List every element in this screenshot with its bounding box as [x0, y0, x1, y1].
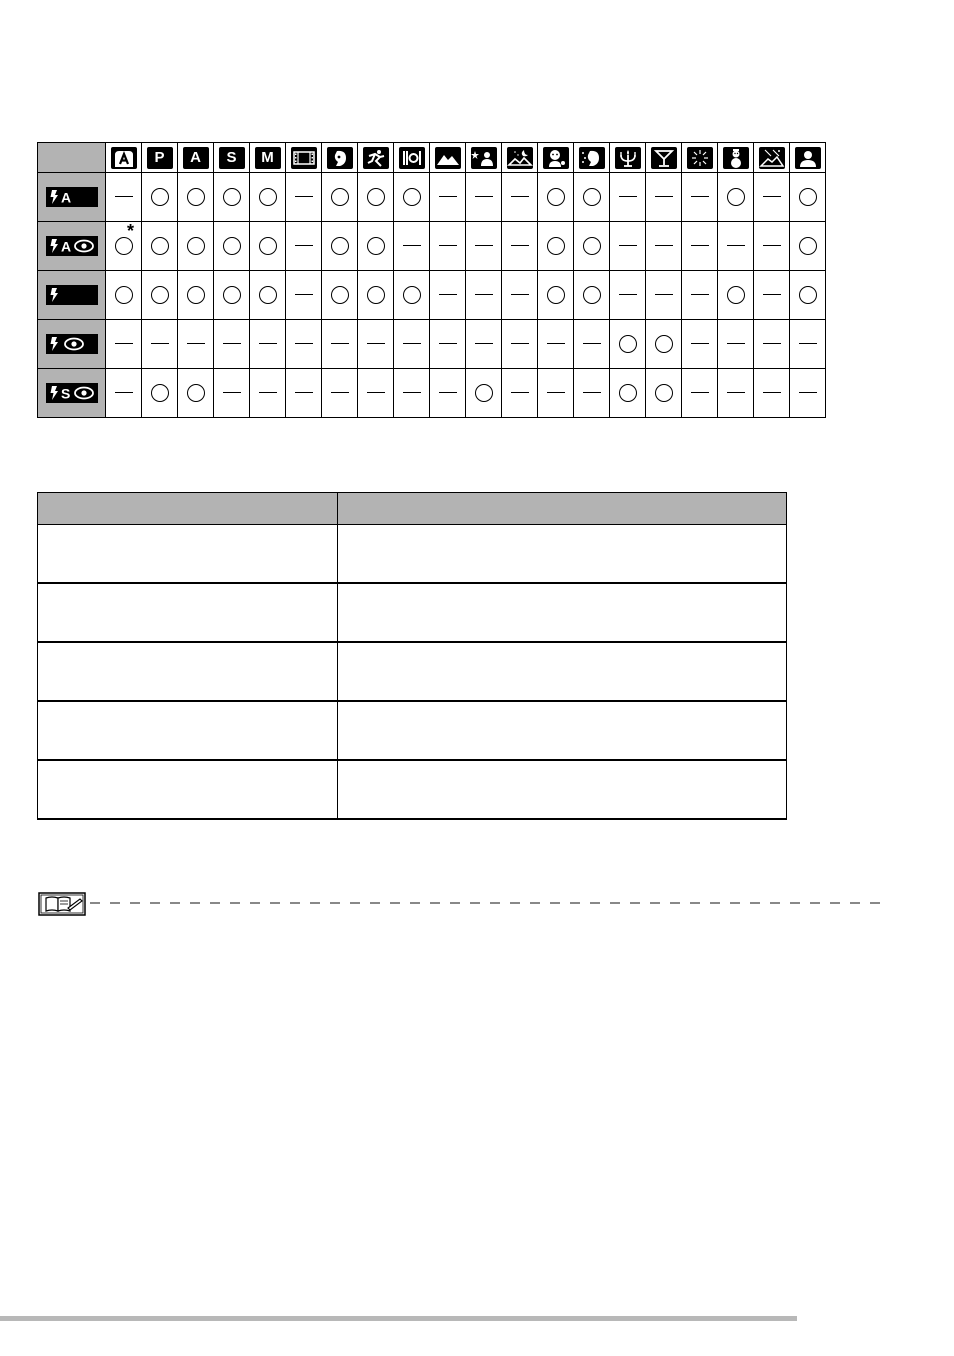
table-cell	[790, 271, 826, 320]
unavailable-dash-mark	[439, 343, 457, 344]
table-cell	[338, 701, 787, 760]
soft-skin-icon	[579, 147, 605, 169]
unavailable-dash-mark	[799, 343, 817, 344]
table-row	[38, 173, 826, 222]
shutter-priority-icon: S	[219, 147, 245, 169]
table-cell	[250, 173, 286, 222]
flash-auto-icon	[46, 187, 98, 207]
available-circle-mark	[223, 188, 241, 206]
table-cell	[286, 173, 322, 222]
unavailable-dash-mark	[295, 245, 313, 246]
scenery-icon	[435, 147, 461, 169]
available-circle-mark	[259, 188, 277, 206]
table-cell	[250, 369, 286, 418]
table-cell	[178, 369, 214, 418]
table-cell	[754, 173, 790, 222]
table-cell	[538, 222, 574, 271]
table-cell	[338, 760, 787, 819]
unavailable-dash-mark	[115, 392, 133, 393]
table-cell	[214, 320, 250, 369]
mode-header-11	[466, 143, 502, 173]
available-circle-mark	[187, 188, 205, 206]
table-cell	[430, 222, 466, 271]
table-cell	[790, 222, 826, 271]
table-cell	[106, 173, 142, 222]
table-cell	[538, 271, 574, 320]
table-cell	[574, 173, 610, 222]
table-corner	[38, 143, 106, 173]
available-circle-mark	[223, 237, 241, 255]
unavailable-dash-mark	[763, 245, 781, 246]
available-circle-mark	[151, 237, 169, 255]
table-cell	[754, 271, 790, 320]
baby-icon	[543, 147, 569, 169]
table-cell	[106, 271, 142, 320]
table-row	[38, 760, 787, 819]
table-row	[38, 642, 787, 701]
table-cell	[574, 222, 610, 271]
available-circle-mark	[223, 286, 241, 304]
table-cell	[338, 525, 787, 584]
table-cell	[466, 222, 502, 271]
table-cell	[610, 222, 646, 271]
unavailable-dash-mark	[259, 392, 277, 393]
table-cell	[214, 222, 250, 271]
table-cell	[322, 369, 358, 418]
table-cell	[538, 173, 574, 222]
table-cell	[394, 320, 430, 369]
available-circle-mark	[583, 237, 601, 255]
table-cell	[574, 369, 610, 418]
unavailable-dash-mark	[331, 392, 349, 393]
table-cell	[790, 369, 826, 418]
table-cell	[430, 369, 466, 418]
table-row	[38, 320, 826, 369]
table-row	[38, 583, 787, 642]
table-cell	[502, 320, 538, 369]
available-circle-mark	[151, 384, 169, 402]
sports-icon	[363, 147, 389, 169]
table-cell	[358, 369, 394, 418]
table-cell	[214, 173, 250, 222]
available-circle-mark	[619, 335, 637, 353]
intelligent-auto-icon	[111, 147, 137, 169]
flash-mode-row-header	[38, 173, 106, 222]
table-cell	[610, 271, 646, 320]
unavailable-dash-mark	[691, 196, 709, 197]
table-cell	[646, 320, 682, 369]
table-cell	[286, 320, 322, 369]
unavailable-dash-mark	[511, 392, 529, 393]
table-cell	[38, 583, 338, 642]
table-cell	[106, 369, 142, 418]
flash-mode-row-header	[38, 222, 106, 271]
available-circle-mark	[799, 188, 817, 206]
unavailable-dash-mark	[295, 196, 313, 197]
table-cell	[322, 222, 358, 271]
flash-compatibility-table	[37, 142, 826, 418]
food-icon	[399, 147, 425, 169]
available-circle-mark	[655, 384, 673, 402]
unavailable-dash-mark	[547, 392, 565, 393]
unavailable-dash-mark	[691, 392, 709, 393]
flash-slow-sync-red-eye-icon	[46, 383, 98, 403]
unavailable-dash-mark	[439, 245, 457, 246]
blank-header-col-1	[38, 493, 338, 525]
unavailable-dash-mark	[367, 343, 385, 344]
table-row	[38, 369, 826, 418]
unavailable-dash-mark	[511, 294, 529, 295]
snow-icon	[723, 147, 749, 169]
available-circle-mark	[187, 286, 205, 304]
table-cell	[250, 222, 286, 271]
candle-light-icon	[615, 147, 641, 169]
available-circle-mark	[259, 286, 277, 304]
program-ae-icon: P	[147, 147, 173, 169]
blank-table-header	[38, 493, 787, 525]
table-cell	[718, 369, 754, 418]
unavailable-dash-mark	[403, 343, 421, 344]
footer-bar	[0, 1316, 797, 1321]
table-cell	[430, 173, 466, 222]
blank-table	[37, 492, 787, 820]
mode-header-1	[106, 143, 142, 173]
table-cell	[682, 173, 718, 222]
available-circle-mark	[799, 286, 817, 304]
night-scenery-icon	[507, 147, 533, 169]
flash-forced-on-icon	[46, 285, 98, 305]
available-circle-mark	[619, 384, 637, 402]
mode-header-18	[718, 143, 754, 173]
available-circle-mark	[547, 237, 565, 255]
flash-mode-letter: S	[60, 385, 70, 402]
unavailable-dash-mark	[511, 343, 529, 344]
unavailable-dash-mark	[691, 294, 709, 295]
mode-header-6	[286, 143, 322, 173]
table-cell	[790, 173, 826, 222]
flash-table-body	[38, 173, 826, 418]
flash-mode-row-header	[38, 320, 106, 369]
table-cell	[646, 369, 682, 418]
table-cell	[754, 369, 790, 418]
unavailable-dash-mark	[151, 343, 169, 344]
table-cell	[106, 320, 142, 369]
available-circle-mark	[727, 188, 745, 206]
unavailable-dash-mark	[295, 294, 313, 295]
unavailable-dash-mark	[655, 196, 673, 197]
available-circle-mark	[403, 286, 421, 304]
unavailable-dash-mark	[583, 343, 601, 344]
table-cell	[338, 642, 787, 701]
table-cell	[178, 173, 214, 222]
table-cell	[502, 173, 538, 222]
party-icon	[651, 147, 677, 169]
self-portrait-icon	[795, 147, 821, 169]
mode-header-14	[574, 143, 610, 173]
unavailable-dash-mark	[439, 196, 457, 197]
table-cell	[394, 271, 430, 320]
unavailable-dash-mark	[619, 196, 637, 197]
table-cell	[322, 320, 358, 369]
table-cell	[38, 760, 338, 819]
table-cell	[538, 369, 574, 418]
available-circle-mark	[403, 188, 421, 206]
table-cell	[502, 369, 538, 418]
available-circle-mark	[151, 286, 169, 304]
table-cell	[358, 320, 394, 369]
table-cell	[718, 173, 754, 222]
mode-header-9	[394, 143, 430, 173]
table-cell	[394, 222, 430, 271]
unavailable-dash-mark	[475, 343, 493, 344]
table-cell	[574, 320, 610, 369]
mode-header-3	[178, 143, 214, 173]
table-cell	[250, 271, 286, 320]
unavailable-dash-mark	[763, 196, 781, 197]
unavailable-dash-mark	[331, 343, 349, 344]
table-row	[38, 525, 787, 584]
mode-header-7	[322, 143, 358, 173]
table-cell	[682, 320, 718, 369]
unavailable-dash-mark	[439, 392, 457, 393]
mode-header-13	[538, 143, 574, 173]
unavailable-dash-mark	[763, 294, 781, 295]
available-circle-mark	[475, 384, 493, 402]
table-cell	[430, 320, 466, 369]
table-cell	[502, 222, 538, 271]
unavailable-dash-mark	[547, 343, 565, 344]
unavailable-dash-mark	[691, 245, 709, 246]
table-row	[38, 271, 826, 320]
unavailable-dash-mark	[259, 343, 277, 344]
available-circle-mark	[367, 286, 385, 304]
table-cell	[178, 271, 214, 320]
unavailable-dash-mark	[511, 196, 529, 197]
available-circle-mark	[799, 237, 817, 255]
table-cell	[214, 369, 250, 418]
note-book-icon	[38, 892, 86, 916]
table-cell	[38, 642, 338, 701]
flash-mode-row-header	[38, 369, 106, 418]
unavailable-dash-mark	[763, 392, 781, 393]
available-circle-mark	[151, 188, 169, 206]
table-cell	[142, 271, 178, 320]
table-cell	[38, 701, 338, 760]
table-cell	[286, 271, 322, 320]
fireworks-icon	[687, 147, 713, 169]
available-circle-mark	[727, 286, 745, 304]
table-cell	[466, 271, 502, 320]
mode-header-2	[142, 143, 178, 173]
unavailable-dash-mark	[295, 343, 313, 344]
unavailable-dash-mark	[727, 245, 745, 246]
motion-picture-icon	[291, 147, 317, 169]
unavailable-dash-mark	[223, 343, 241, 344]
unavailable-dash-mark	[583, 392, 601, 393]
blank-header-col-2	[338, 493, 787, 525]
table-cell	[358, 173, 394, 222]
table-cell	[646, 271, 682, 320]
available-circle-mark	[331, 188, 349, 206]
table-cell	[214, 271, 250, 320]
table-cell	[610, 369, 646, 418]
unavailable-dash-mark	[295, 392, 313, 393]
table-cell	[466, 320, 502, 369]
flash-mode-letter: A	[60, 189, 71, 206]
unavailable-dash-mark	[655, 245, 673, 246]
available-circle-mark	[331, 237, 349, 255]
unavailable-dash-mark	[727, 343, 745, 344]
starry-sky-icon	[759, 147, 785, 169]
manual-exposure-icon: M	[255, 147, 281, 169]
unavailable-dash-mark	[439, 294, 457, 295]
unavailable-dash-mark	[691, 343, 709, 344]
asterisk-note-mark: *	[127, 221, 135, 241]
table-cell	[682, 271, 718, 320]
table-cell	[286, 222, 322, 271]
unavailable-dash-mark	[403, 392, 421, 393]
available-circle-mark	[583, 188, 601, 206]
table-cell	[322, 173, 358, 222]
table-cell	[430, 271, 466, 320]
flash-mode-row-header	[38, 271, 106, 320]
table-cell	[394, 369, 430, 418]
available-circle-mark	[547, 188, 565, 206]
mode-header-15	[610, 143, 646, 173]
table-cell	[718, 222, 754, 271]
table-cell	[682, 369, 718, 418]
table-cell	[754, 320, 790, 369]
dashed-divider	[90, 902, 880, 904]
table-cell	[106, 222, 142, 271]
table-cell	[142, 369, 178, 418]
mode-header-row	[38, 143, 826, 173]
available-circle-mark	[187, 384, 205, 402]
table-cell	[718, 320, 754, 369]
mode-header-20	[790, 143, 826, 173]
table-cell	[142, 173, 178, 222]
table-row	[38, 222, 826, 271]
available-circle-mark	[367, 237, 385, 255]
night-portrait-icon	[471, 147, 497, 169]
table-cell	[250, 320, 286, 369]
mode-header-10	[430, 143, 466, 173]
mode-header-12	[502, 143, 538, 173]
unavailable-dash-mark	[727, 392, 745, 393]
unavailable-dash-mark	[763, 343, 781, 344]
portrait-icon	[327, 147, 353, 169]
table-cell	[610, 320, 646, 369]
unavailable-dash-mark	[187, 343, 205, 344]
unavailable-dash-mark	[115, 343, 133, 344]
available-circle-mark	[655, 335, 673, 353]
unavailable-dash-mark	[655, 294, 673, 295]
unavailable-dash-mark	[799, 392, 817, 393]
mode-header-5	[250, 143, 286, 173]
table-cell	[338, 583, 787, 642]
unavailable-dash-mark	[475, 245, 493, 246]
table-cell	[682, 222, 718, 271]
table-cell	[358, 271, 394, 320]
table-cell	[646, 173, 682, 222]
table-cell	[358, 222, 394, 271]
available-circle-mark	[331, 286, 349, 304]
flash-forced-on-red-eye-icon	[46, 334, 98, 354]
mode-header-8	[358, 143, 394, 173]
unavailable-dash-mark	[475, 294, 493, 295]
table-cell	[646, 222, 682, 271]
available-circle-mark	[367, 188, 385, 206]
flash-mode-letter: A	[60, 238, 71, 255]
available-circle-mark	[583, 286, 601, 304]
table-row	[38, 701, 787, 760]
unavailable-dash-mark	[403, 245, 421, 246]
mode-header-4	[214, 143, 250, 173]
available-circle-mark	[115, 286, 133, 304]
mode-header-16	[646, 143, 682, 173]
unavailable-dash-mark	[223, 392, 241, 393]
unavailable-dash-mark	[475, 196, 493, 197]
mode-header-19	[754, 143, 790, 173]
flash-auto-red-eye-icon	[46, 236, 98, 256]
table-cell	[754, 222, 790, 271]
table-cell	[38, 525, 338, 584]
table-cell	[574, 271, 610, 320]
available-circle-mark	[547, 286, 565, 304]
table-cell	[178, 320, 214, 369]
table-cell	[466, 173, 502, 222]
unavailable-dash-mark	[115, 196, 133, 197]
table-cell	[502, 271, 538, 320]
unavailable-dash-mark	[619, 294, 637, 295]
available-circle-mark	[259, 237, 277, 255]
available-circle-mark	[187, 237, 205, 255]
table-cell	[286, 369, 322, 418]
table-cell	[538, 320, 574, 369]
table-cell	[790, 320, 826, 369]
table-cell	[718, 271, 754, 320]
table-cell	[178, 222, 214, 271]
table-cell	[142, 222, 178, 271]
unavailable-dash-mark	[367, 392, 385, 393]
table-cell	[322, 271, 358, 320]
mode-header-17	[682, 143, 718, 173]
table-cell	[466, 369, 502, 418]
unavailable-dash-mark	[511, 245, 529, 246]
aperture-priority-icon: A	[183, 147, 209, 169]
table-cell	[142, 320, 178, 369]
unavailable-dash-mark	[619, 245, 637, 246]
table-cell	[610, 173, 646, 222]
blank-table-body	[38, 525, 787, 820]
table-cell	[394, 173, 430, 222]
